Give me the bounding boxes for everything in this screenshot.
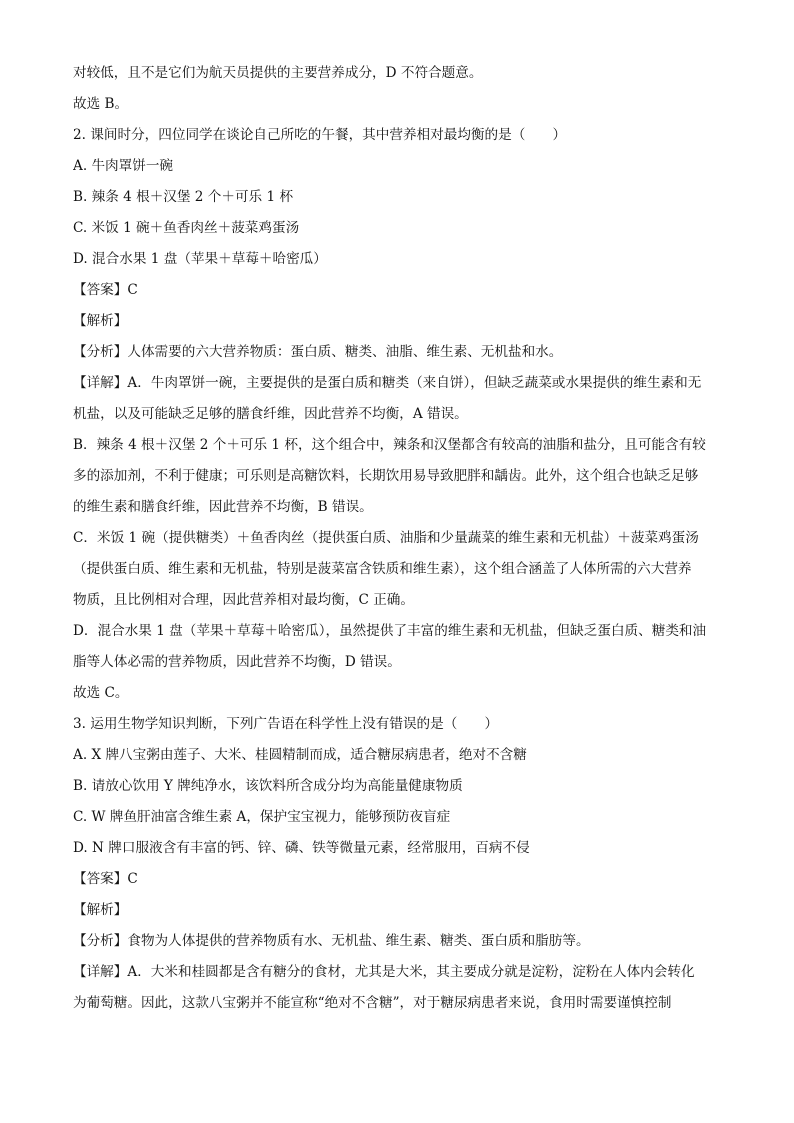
text-line: （提供蛋白质、维生素和无机盐，特别是菠菜富含铁质和维生素），这个组合涵盖了人体所需的六大营养 xyxy=(73,561,692,577)
text-line: 机盐，以及可能缺乏足够的膳食纤维，因此营养不均衡，A 错误。 xyxy=(73,406,468,422)
text-line: D. 混合水果 1 盘（苹果＋草莓＋哈密瓜） xyxy=(73,251,327,267)
text-line: 脂等人体必需的营养物质，因此营养不均衡，D 错误。 xyxy=(73,654,401,670)
text-line: 故选 B。 xyxy=(73,96,129,112)
text-line: 【解析】 xyxy=(73,313,128,329)
text-line: C. W 牌鱼肝油富含维生素 A，保护宝宝视力，能够预防夜盲症 xyxy=(73,809,451,825)
text-line: 【分析】食物为人体提供的营养物质有水、无机盐、维生素、糖类、蛋白质和脂肪等。 xyxy=(73,933,590,949)
text-line: 的维生素和膳食纤维，因此营养不均衡，B 错误。 xyxy=(73,499,373,515)
text-line: 多的添加剂，不利于健康；可乐则是高糖饮料，长期饮用易导致肥胖和龋齿。此外，这个组合也缺乏足够 xyxy=(73,468,699,484)
text-line: 为葡萄糖。因此，这款八宝粥并不能宣称“绝对不含糖”，对于糖尿病患者来说，食用时需要谨慎控制 xyxy=(73,995,672,1011)
text-line: 物质，且比例相对合理，因此营养相对最均衡，C 正确。 xyxy=(73,592,414,608)
text-line: 故选 C。 xyxy=(73,685,129,701)
text-line: A. 牛肉罩饼一碗 xyxy=(73,158,174,174)
text-line: A. X 牌八宝粥由莲子、大米、桂圆精制而成，适合糖尿病患者，绝对不含糖 xyxy=(73,747,527,763)
text-line: C．米饭 1 碗（提供糖类）＋鱼香肉丝（提供蛋白质、油脂和少量蔬菜的维生素和无机盐）＋菠菜鸡蛋汤 xyxy=(73,530,699,546)
text-line: 对较低，且不是它们为航天员提供的主要营养成分，D 不符合题意。 xyxy=(73,65,483,81)
text-line: 【详解】A．大米和桂圆都是含有糖分的食材，尤其是大米，其主要成分就是淀粉，淀粉在人体内会转化 xyxy=(73,964,695,980)
text-line: B．辣条 4 根＋汉堡 2 个＋可乐 1 杯，这个组合中，辣条和汉堡都含有较高的油脂和盐分，且可能含有较 xyxy=(73,437,706,453)
text-line: 2. 课间时分，四位同学在谈论自己所吃的午餐，其中营养相对最均衡的是（ ） xyxy=(73,127,567,143)
text-line: 【解析】 xyxy=(73,902,128,918)
text-line: 【答案】C xyxy=(73,871,138,887)
text-line: 【答案】C xyxy=(73,282,138,298)
text-line: D．混合水果 1 盘（苹果＋草莓＋哈密瓜），虽然提供了丰富的维生素和无机盐，但缺乏蛋白质、糖类和油 xyxy=(73,623,707,639)
text-line: 【分析】人体需要的六大营养物质：蛋白质、糖类、油脂、维生素、无机盐和水。 xyxy=(73,344,563,360)
text-line: C. 米饭 1 碗＋鱼香肉丝＋菠菜鸡蛋汤 xyxy=(73,220,300,236)
text-line: D. N 牌口服液含有丰富的钙、锌、磷、铁等微量元素，经常服用，百病不侵 xyxy=(73,840,530,856)
text-line: 3. 运用生物学知识判断，下列广告语在科学性上没有错误的是（ ） xyxy=(73,716,499,732)
text-line: B. 辣条 4 根＋汉堡 2 个＋可乐 1 杯 xyxy=(73,189,294,205)
document-page xyxy=(73,58,723,1019)
text-line: B. 请放心饮用 Y 牌纯净水，该饮料所含成分均为高能量健康物质 xyxy=(73,778,463,794)
text-line: 【详解】A．牛肉罩饼一碗，主要提供的是蛋白质和糖类（来自饼），但缺乏蔬菜或水果提供的维生素和无 xyxy=(73,375,702,391)
